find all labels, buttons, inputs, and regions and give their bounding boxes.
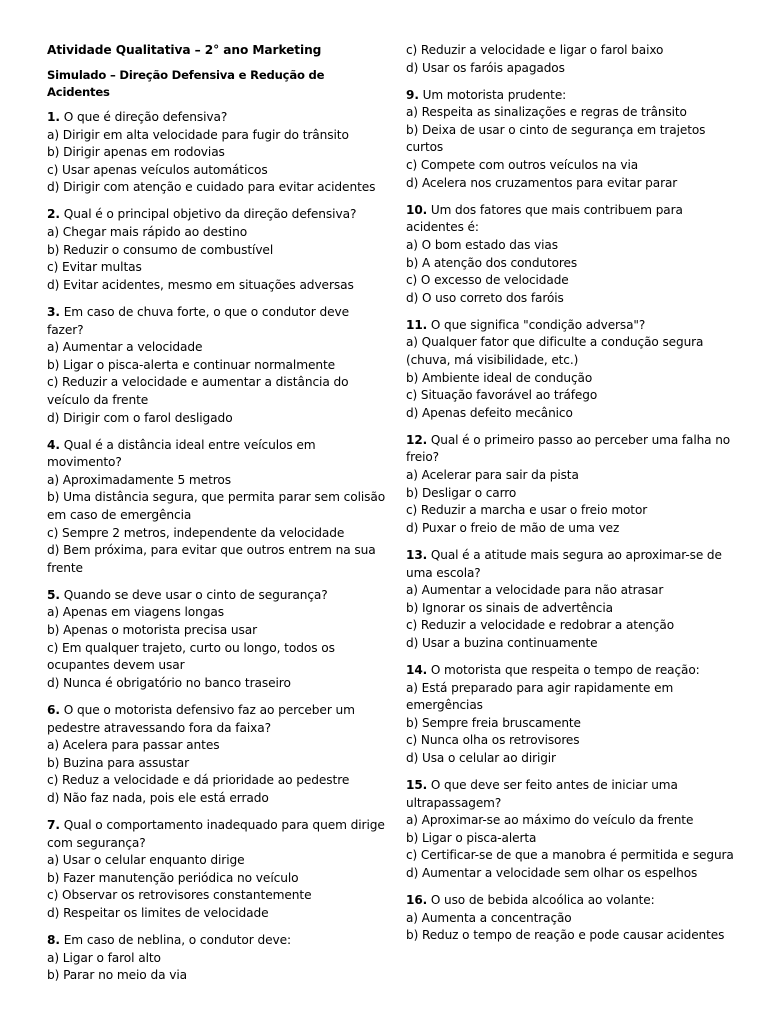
answer-option: c) Reduzir a marcha e usar o freio motor (406, 503, 648, 518)
question-stem (47, 932, 387, 950)
question-stem (47, 109, 387, 127)
question-stem (47, 587, 387, 605)
answer-option: d) Acelera nos cruzamentos para evitar parar (406, 175, 678, 190)
answer-option: a) Está preparado para agir rapidamente em emergências (406, 680, 674, 713)
answer-option: c) Certificar-se de que a manobra é permitida e segura (406, 848, 734, 863)
question-stem (47, 206, 387, 224)
answer-option: d) Dirigir com o farol desligado (47, 410, 233, 425)
answer-option: a) O bom estado das vias (406, 237, 558, 252)
answer-option: d) Usar os faróis apagados (406, 60, 565, 75)
answer-option: b) Dirigir apenas em rodovias (47, 145, 225, 160)
answer-option: b) Ambiente ideal de condução (406, 370, 593, 385)
question-text: O que deve ser feito antes de iniciar uma ultrapassagem? (406, 778, 678, 810)
answer-option: c) Observar os retrovisores constantemente (47, 888, 312, 903)
question-number: 11. (406, 317, 428, 332)
answer-option: b) Reduz o tempo de reação e pode causar acidentes (406, 928, 725, 943)
question-text: O que significa "condição adversa"? (430, 317, 646, 332)
question-number: 13. (406, 547, 428, 562)
question-8-continuation (406, 42, 741, 77)
question-text: Um motorista prudente: (422, 87, 567, 102)
question-text: Qual é a atitude mais segura ao aproximar-se de uma escola? (406, 547, 722, 580)
answer-option: b) Desligar o carro (406, 485, 517, 500)
answer-option: a) Aumenta a concentração (406, 910, 572, 925)
question-number: 12. (406, 432, 428, 447)
answer-option: a) Aumentar a velocidade (47, 340, 203, 355)
question-item (406, 662, 741, 768)
question-stem (47, 817, 387, 852)
question-item (47, 702, 387, 808)
answer-option: a) Aumentar a velocidade para não atrasar (406, 583, 664, 598)
left-column (47, 42, 387, 994)
answer-option: d) Nunca é obrigatório no banco traseiro (47, 675, 291, 690)
answer-option: b) Ignorar os sinais de advertência (406, 600, 613, 615)
question-number: 3. (47, 304, 60, 319)
question-number: 8. (47, 933, 60, 948)
answer-option: c) Em qualquer trajeto, curto ou longo, todos os ocupantes devem usar (47, 640, 335, 673)
question-text: Quando se deve usar o cinto de segurança? (63, 587, 328, 602)
question-stem (406, 662, 741, 680)
answer-option: a) Ligar o farol alto (47, 950, 161, 965)
question-text: Qual o comportamento inadequado para quem dirige com segurança? (47, 817, 385, 850)
question-item (47, 206, 387, 294)
answer-option: a) Chegar mais rápido ao destino (47, 225, 248, 240)
question-stem (47, 437, 387, 472)
answer-option: d) Bem próxima, para evitar que outros entrem na sua frente (47, 543, 376, 575)
answer-option: b) Fazer manutenção periódica no veículo (47, 870, 299, 885)
answer-option: d) Respeitar os limites de velocidade (47, 905, 269, 920)
question-number: 15. (406, 778, 428, 793)
question-text: O que o motorista defensivo faz ao perceber um pedestre atravessando fora da faixa? (47, 702, 355, 735)
question-stem (406, 547, 741, 582)
answer-option: c) Reduzir a velocidade e ligar o farol baixo (406, 43, 664, 57)
question-text: Em caso de chuva forte, o que o condutor deve fazer? (47, 304, 349, 337)
answer-option: c) Evitar multas (47, 260, 142, 275)
answer-option: d) Puxar o freio de mão de uma vez (406, 520, 620, 535)
answer-option: b) Ligar o pisca-alerta (406, 830, 537, 845)
question-number: 7. (47, 817, 60, 832)
answer-option: c) O excesso de velocidade (406, 273, 569, 288)
question-number: 6. (47, 702, 60, 717)
question-text: Qual é a distância ideal entre veículos em movimento? (47, 437, 316, 470)
answer-option: c) Reduz a velocidade e dá prioridade ao pedestre (47, 773, 350, 788)
question-item (47, 587, 387, 693)
answer-option: d) Evitar acidentes, mesmo em situações adversas (47, 277, 354, 292)
answer-option: d) Dirigir com atenção e cuidado para evitar acidentes (47, 180, 376, 195)
answer-option: b) Ligar o pisca-alerta e continuar normalmente (47, 357, 336, 372)
answer-option: c) Nunca olha os retrovisores (406, 733, 580, 748)
answer-option: b) A atenção dos condutores (406, 255, 578, 270)
question-number: 1. (47, 110, 60, 124)
question-text: Um dos fatores que mais contribuem para acidentes é: (406, 202, 683, 235)
answer-option: b) Sempre freia bruscamente (406, 715, 581, 730)
question-stem (406, 777, 741, 812)
question-item (406, 892, 741, 945)
question-item (406, 87, 741, 193)
question-item (406, 317, 741, 423)
question-item (406, 777, 741, 883)
question-item (47, 932, 387, 985)
question-item (406, 432, 741, 538)
answer-option: a) Usar o celular enquanto dirige (47, 853, 245, 868)
question-stem (47, 304, 387, 339)
answer-option: c) Reduzir a velocidade e redobrar a atenção (406, 618, 675, 633)
right-question-list (406, 87, 741, 945)
answer-option: b) Buzina para assustar (47, 755, 190, 770)
question-number: 9. (406, 87, 419, 102)
answer-option: b) Parar no meio da via (47, 968, 187, 983)
question-text: Em caso de neblina, o condutor deve: (63, 933, 292, 948)
right-column (406, 42, 741, 954)
answer-option: a) Dirigir em alta velocidade para fugir do trânsito (47, 127, 349, 142)
answer-option: c) Usar apenas veículos automáticos (47, 162, 268, 177)
question-text: O motorista que respeita o tempo de reação: (430, 663, 700, 677)
question-text: O que é direção defensiva? (63, 110, 228, 124)
answer-option: c) Sempre 2 metros, independente da velocidade (47, 525, 345, 540)
left-question-list (47, 109, 387, 985)
answer-option: a) Aproximar-se ao máximo do veículo da frente (406, 813, 694, 828)
question-stem (406, 317, 741, 335)
question-number: 4. (47, 437, 60, 452)
question-item (47, 437, 387, 578)
question-stem (47, 702, 387, 737)
question-number: 14. (406, 663, 428, 677)
question-stem (406, 87, 741, 105)
answer-option: d) Aumentar a velocidade sem olhar os espelhos (406, 866, 698, 881)
question-text: Qual é o primeiro passo ao perceber uma falha no freio? (406, 432, 731, 465)
answer-option: a) Respeita as sinalizações e regras de trânsito (406, 105, 687, 120)
answer-option: d) O uso correto dos faróis (406, 290, 564, 305)
answer-option: b) Uma distância segura, que permita parar sem colisão em caso de emergência (47, 490, 386, 522)
question-item (47, 817, 387, 923)
answer-option: b) Reduzir o consumo de combustível (47, 242, 274, 257)
document-title: Atividade Qualitativa – 2° ano Marketing (47, 43, 322, 57)
answer-option: a) Aproximadamente 5 metros (47, 472, 232, 487)
answer-option: a) Acelera para passar antes (47, 738, 220, 753)
answer-option: c) Reduzir a velocidade e aumentar a distância do veículo da frente (47, 375, 349, 407)
answer-option: d) Apenas defeito mecânico (406, 405, 573, 420)
question-text: Qual é o principal objetivo da direção defensiva? (63, 207, 357, 222)
answer-option: b) Apenas o motorista precisa usar (47, 623, 258, 638)
answer-option: d) Usa o celular ao dirigir (406, 750, 556, 765)
question-number: 10. (406, 202, 428, 217)
question-number: 16. (406, 893, 428, 908)
answer-option: b) Deixa de usar o cinto de segurança em trajetos curtos (406, 122, 706, 155)
question-stem (406, 202, 741, 237)
question-stem (406, 892, 741, 910)
question-item (406, 202, 741, 308)
question-item (406, 547, 741, 653)
answer-option: c) Compete com outros veículos na via (406, 158, 639, 173)
answer-option: d) Usar a buzina continuamente (406, 635, 598, 650)
question-stem (406, 432, 741, 467)
question-number: 2. (47, 207, 60, 222)
question-item (47, 304, 387, 427)
question-item (47, 109, 387, 197)
answer-option: a) Apenas em viagens longas (47, 605, 225, 620)
answer-option: a) Acelerar para sair da pista (406, 468, 579, 483)
question-number: 5. (47, 587, 60, 602)
document-subtitle: Simulado – Direção Defensiva e Redução de Acidentes (47, 67, 325, 99)
question-text: O uso de bebida alcoólica ao volante: (430, 893, 655, 908)
answer-option: c) Situação favorável ao tráfego (406, 388, 598, 403)
answer-option: d) Não faz nada, pois ele está errado (47, 790, 269, 805)
answer-option: a) Qualquer fator que dificulte a condução segura (chuva, má visibilidade, etc.) (406, 335, 704, 367)
